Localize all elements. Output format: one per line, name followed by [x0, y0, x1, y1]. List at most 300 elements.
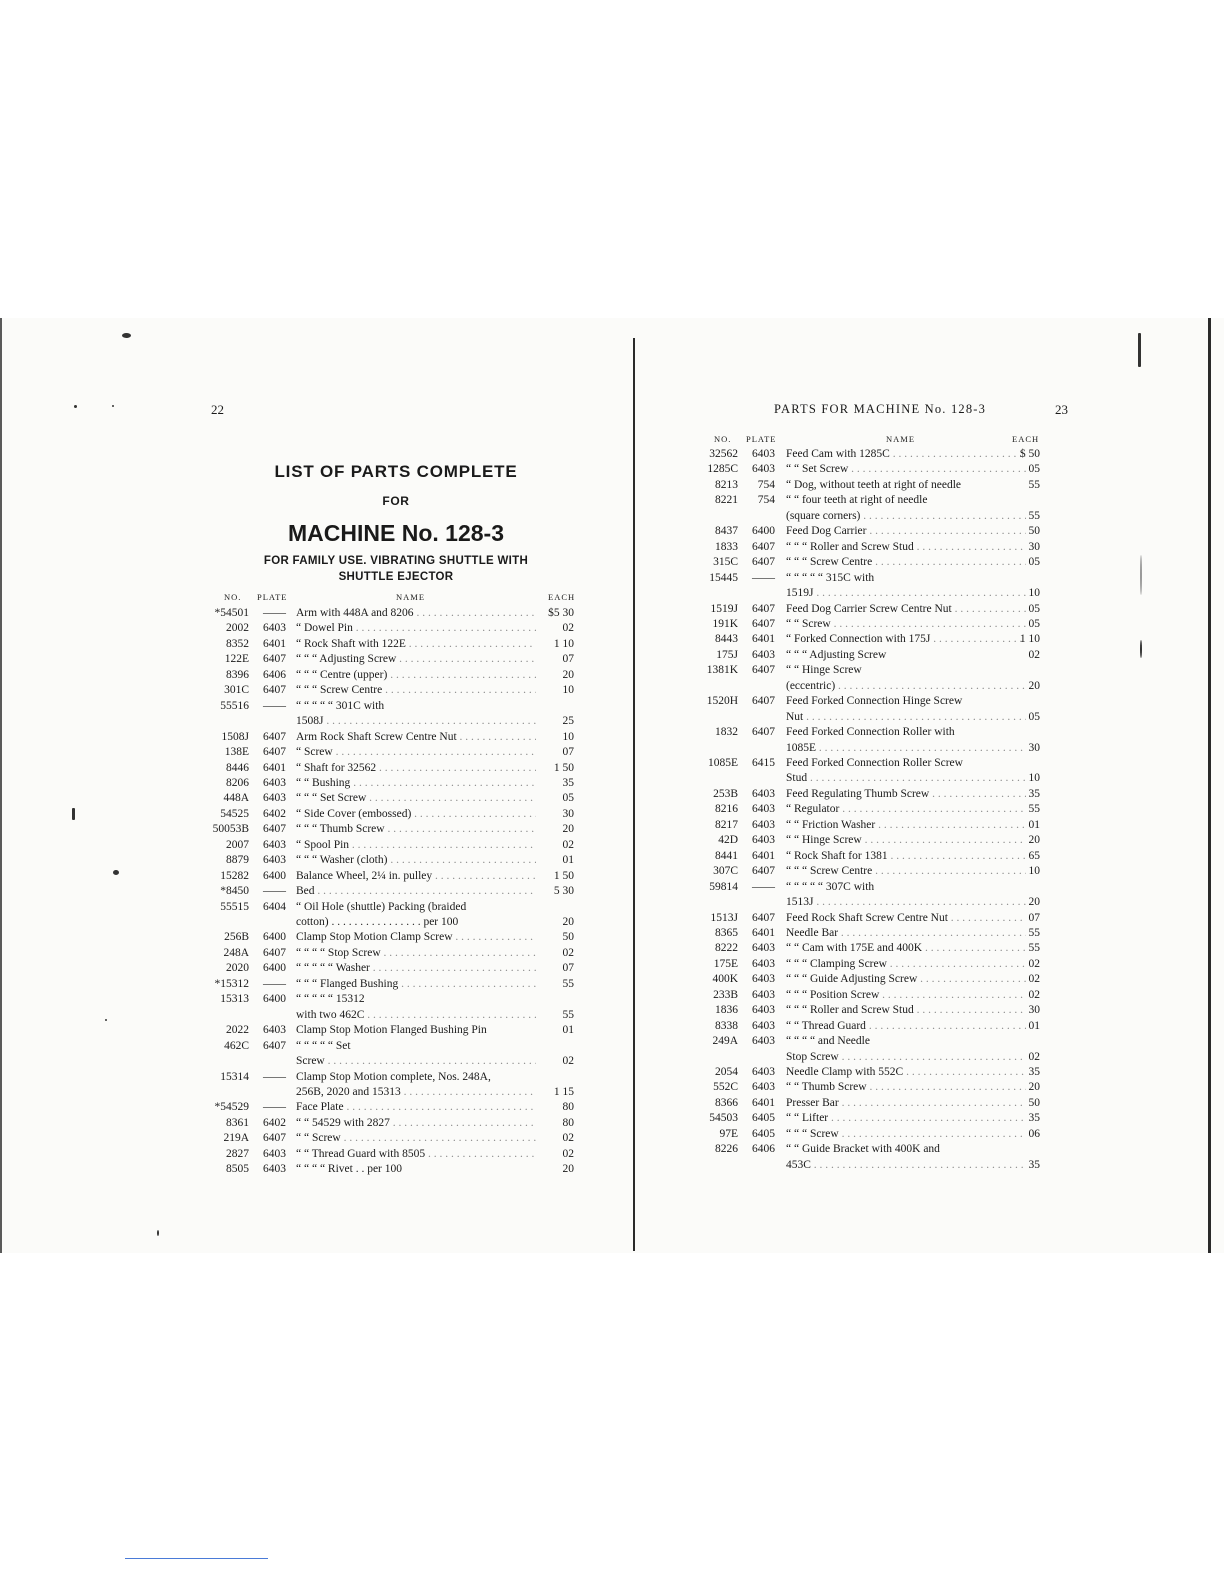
plate-number: 754	[757, 494, 775, 507]
parts-row	[700, 864, 1045, 879]
part-name: Screw . . .	[296, 1054, 536, 1069]
part-number: 175J	[716, 648, 738, 661]
part-number: 248A	[223, 946, 249, 959]
plate-number: 6407	[752, 911, 775, 924]
part-number: 8217	[715, 818, 738, 831]
plate-number: 6400	[263, 962, 286, 975]
part-price: 55	[1028, 926, 1040, 939]
parts-row	[200, 946, 580, 961]
part-price: $ 50	[1019, 448, 1040, 460]
part-number: 448A	[223, 792, 249, 805]
part-number: 55515	[220, 900, 249, 913]
part-name: “ “ Cam with 175E and 400K . . .	[786, 941, 1026, 956]
parts-row	[200, 1085, 580, 1100]
part-number: *54501	[214, 607, 249, 619]
parts-row	[200, 822, 580, 837]
parts-row	[200, 869, 580, 884]
part-number: 15314	[220, 1070, 249, 1083]
part-price: 05	[1028, 556, 1040, 569]
plate-number: 6407	[263, 684, 286, 697]
parts-row	[700, 694, 1045, 709]
left-page-edge	[0, 318, 2, 1253]
plate-number: 6406	[263, 668, 286, 681]
part-name: “ “ “ Screw Centre . . .	[786, 864, 1026, 879]
part-price: 10	[1028, 865, 1040, 878]
part-price: 10	[562, 730, 574, 743]
left-page-number: 22	[211, 402, 224, 417]
left-column-headers	[200, 592, 580, 604]
plate-number: 6401	[752, 633, 775, 646]
part-price: 30	[1028, 540, 1040, 553]
part-name: 453C . . .	[786, 1158, 1026, 1173]
part-number: 8365	[715, 926, 738, 939]
part-name: (square corners) . . .	[786, 509, 1026, 524]
part-price: 20	[562, 916, 574, 928]
part-number: *15312	[214, 977, 249, 990]
parts-row	[200, 1116, 580, 1131]
running-head: PARTS FOR MACHINE No. 128-3	[774, 402, 987, 416]
parts-row	[200, 683, 580, 698]
part-number: 1836	[715, 1004, 738, 1017]
part-price: 80	[562, 1101, 574, 1114]
part-name: 1508J . . .	[296, 714, 536, 729]
parts-row	[200, 930, 580, 945]
part-name: “ “ Screw . . .	[786, 617, 1026, 632]
part-number: 1833	[715, 540, 738, 553]
parts-row	[700, 1050, 1045, 1065]
part-name: “ “ four teeth at right of needle	[786, 494, 928, 507]
part-name: “ “ Set Screw . . .	[786, 462, 1026, 477]
part-number: 1285C	[707, 463, 738, 476]
plate-number: 6402	[263, 1116, 286, 1129]
parts-row	[700, 524, 1045, 539]
plate-number: ——	[263, 699, 286, 712]
part-price: 01	[562, 854, 574, 867]
parts-row	[700, 478, 1045, 493]
part-number: 8505	[226, 1163, 249, 1176]
plate-number: 6403	[752, 1066, 775, 1078]
part-name: “ “ “ Centre (upper) . . .	[296, 668, 536, 683]
part-price: 35	[1028, 1158, 1040, 1171]
part-name: Arm Rock Shaft Screw Centre Nut . . .	[296, 730, 536, 745]
parts-row	[700, 602, 1045, 617]
parts-row	[200, 652, 580, 667]
scan-speck	[1140, 640, 1142, 658]
part-price: 50	[562, 931, 574, 944]
part-number: 8213	[715, 478, 738, 491]
plate-number: 6405	[752, 1112, 775, 1125]
part-price: 05	[1028, 617, 1040, 630]
part-number: 1519J	[710, 602, 738, 615]
part-price: 30	[1028, 1004, 1040, 1017]
parts-row	[700, 617, 1045, 632]
parts-row	[200, 637, 580, 652]
part-name: “ “ Thread Guard . . .	[786, 1019, 1026, 1034]
part-price: 20	[1028, 834, 1040, 847]
parts-row	[700, 849, 1045, 864]
part-number: 1085E	[707, 757, 738, 769]
part-name: “ “ “ “ “ Washer . . .	[296, 961, 536, 976]
part-price: 80	[562, 1116, 574, 1129]
parts-row	[700, 1019, 1045, 1034]
parts-row	[200, 884, 580, 899]
part-name: “ “ Guide Bracket with 400K and	[786, 1143, 940, 1156]
part-price: 05	[1028, 710, 1040, 723]
header-each: EACH	[1012, 434, 1040, 444]
plate-number: 6403	[752, 988, 775, 1001]
parts-row	[200, 1023, 580, 1038]
part-price: 30	[1028, 741, 1040, 754]
parts-row	[200, 699, 580, 714]
part-price: 55	[1028, 803, 1040, 816]
plate-number: 6407	[263, 746, 286, 759]
parts-row	[200, 838, 580, 853]
part-number: 2022	[226, 1024, 249, 1037]
part-name: Face Plate . . .	[296, 1100, 536, 1115]
part-name: Clamp Stop Motion Clamp Screw . . .	[296, 930, 536, 945]
part-name: “ “ “ Clamping Screw . . .	[786, 957, 1026, 972]
scan-speck	[157, 1230, 159, 1236]
part-number: 138E	[224, 746, 249, 759]
part-price: 02	[562, 1055, 574, 1068]
parts-row	[700, 1003, 1045, 1018]
part-price: 07	[562, 746, 574, 759]
parts-row	[700, 756, 1045, 771]
plate-number: 6400	[752, 525, 775, 538]
part-name: “ Oil Hole (shuttle) Packing (braided	[296, 900, 467, 913]
part-number: 301C	[224, 684, 249, 697]
plate-number: 6405	[752, 1127, 775, 1140]
plate-number: ——	[752, 571, 775, 584]
list-title: LIST OF PARTS COMPLETE	[274, 462, 518, 481]
part-name: “ “ Hinge Screw . . .	[786, 833, 1026, 848]
part-name: “ “ “ “ Rivet . . per 100	[296, 1163, 403, 1176]
part-price: 55	[562, 977, 574, 990]
part-number: 8441	[715, 849, 738, 862]
parts-row	[200, 1162, 580, 1177]
part-number: 59814	[709, 880, 738, 893]
part-number: 8443	[715, 633, 738, 646]
parts-row	[700, 787, 1045, 802]
parts-row	[700, 725, 1045, 740]
plate-number: 6403	[263, 622, 286, 635]
part-price: 01	[1028, 818, 1040, 831]
part-name: Feed Forked Connection Roller with	[786, 726, 955, 739]
part-price: 55	[1028, 942, 1040, 955]
part-name: Feed Rock Shaft Screw Centre Nut . . .	[786, 911, 1026, 926]
part-number: 32562	[709, 448, 738, 460]
part-name: Stud . . .	[786, 771, 1026, 786]
parts-row	[700, 663, 1045, 678]
part-price: 07	[1028, 911, 1040, 924]
part-price: 1 50	[553, 869, 574, 882]
part-price: 02	[562, 1132, 574, 1145]
part-name: 1519J . . .	[786, 586, 1026, 601]
part-number: 8361	[226, 1116, 249, 1129]
plate-number: 6403	[263, 776, 286, 789]
part-number: 8352	[226, 637, 249, 650]
part-name: Feed Forked Connection Roller Screw	[786, 757, 963, 769]
part-name: “ “ “ Flanged Bushing . . .	[296, 977, 536, 992]
part-name: “ “ “ “ “ 315C with	[786, 571, 875, 584]
part-number: 42D	[718, 834, 738, 847]
part-price: 35	[562, 776, 574, 789]
part-price: 55	[1028, 478, 1040, 491]
plate-number: 6400	[263, 869, 286, 882]
parts-row	[200, 1147, 580, 1162]
parts-row	[700, 540, 1045, 555]
part-number: 8222	[715, 942, 738, 955]
plate-number: 6407	[752, 865, 775, 878]
plate-number: 6401	[752, 849, 775, 862]
part-number: 552C	[713, 1081, 738, 1094]
part-price: 01	[1028, 1019, 1040, 1032]
part-name: “ Screw . . .	[296, 745, 536, 760]
part-price: 20	[1028, 896, 1040, 909]
part-name: Feed Regulating Thumb Screw . . .	[786, 787, 1026, 802]
part-number: 54503	[709, 1112, 738, 1125]
part-number: 253B	[713, 787, 738, 800]
part-price: 20	[562, 1163, 574, 1176]
scan-speck	[72, 808, 75, 820]
part-price: 50	[1028, 1096, 1040, 1109]
part-number: 2020	[226, 962, 249, 975]
parts-row	[200, 776, 580, 791]
plate-number: 6415	[752, 757, 775, 769]
plate-number: 6402	[263, 807, 286, 820]
header-no: NO.	[224, 592, 242, 602]
part-number: 307C	[713, 865, 738, 878]
part-price: 35	[1028, 1112, 1040, 1125]
part-name: “ “ “ Roller and Screw Stud . . .	[786, 1003, 1026, 1018]
part-price: 65	[1028, 849, 1040, 862]
part-name: Arm with 448A and 8206 . . .	[296, 606, 536, 621]
parts-row	[700, 462, 1045, 477]
plate-number: 6403	[752, 942, 775, 955]
part-price: 02	[562, 1147, 574, 1160]
part-price: 35	[1028, 787, 1040, 800]
plate-number: 6403	[752, 1019, 775, 1032]
right-column-headers	[700, 434, 1045, 446]
part-price: 07	[562, 653, 574, 666]
part-price: 1 10	[553, 637, 574, 650]
header-plate: PLATE	[746, 434, 777, 444]
part-price: $5 30	[548, 607, 574, 619]
part-number: 1520H	[706, 695, 738, 708]
part-name: “ “ “ Screw Centre . . .	[786, 555, 1026, 570]
plate-number: 6401	[752, 1096, 775, 1109]
part-name: “ “ “ “ and Needle	[786, 1035, 870, 1048]
parts-row	[700, 1065, 1045, 1080]
scan-speck	[105, 1019, 107, 1021]
plate-number: 6403	[752, 818, 775, 831]
plate-number: ——	[263, 885, 286, 898]
part-number: 8338	[715, 1019, 738, 1032]
parts-row	[700, 679, 1045, 694]
part-number: 8206	[226, 776, 249, 789]
plate-number: 754	[757, 478, 775, 491]
part-name: Balance Wheel, 2¼ in. pulley . . .	[296, 869, 536, 884]
header-plate: PLATE	[257, 592, 288, 602]
plate-number: 6407	[752, 695, 775, 708]
part-name: Feed Cam with 1285C . . .	[786, 447, 1026, 462]
part-number: 175E	[713, 957, 738, 970]
part-price: 02	[1028, 1050, 1040, 1063]
part-number: 8226	[715, 1143, 738, 1156]
parts-row	[700, 648, 1045, 663]
part-price: 35	[1028, 1066, 1040, 1078]
part-price: 05	[1028, 602, 1040, 615]
plate-number: 6407	[752, 602, 775, 615]
part-name: “ Dowel Pin . . .	[296, 621, 536, 636]
part-price: 1 10	[1019, 633, 1040, 646]
plate-number: 6407	[263, 946, 286, 959]
part-number: 8437	[715, 525, 738, 538]
part-number: 1832	[715, 726, 738, 739]
scan-speck	[113, 870, 119, 875]
part-price: 55	[562, 1008, 574, 1021]
parts-row	[200, 1039, 580, 1054]
part-name: “ Spool Pin . . .	[296, 838, 536, 853]
parts-row	[700, 509, 1045, 524]
part-price: 20	[562, 668, 574, 681]
part-price: 30	[562, 807, 574, 820]
plate-number: 6403	[263, 792, 286, 805]
plate-number: 6407	[752, 726, 775, 739]
header-no: NO.	[714, 434, 732, 444]
plate-number: 6403	[752, 1035, 775, 1048]
part-number: 249A	[712, 1035, 738, 1048]
part-name: Presser Bar . . .	[786, 1096, 1026, 1111]
header-each: EACH	[548, 592, 576, 602]
part-number: 1513J	[710, 911, 738, 924]
bottom-rule	[125, 1558, 268, 1559]
plate-number: 6401	[263, 637, 286, 650]
plate-number: 6407	[263, 1132, 286, 1145]
parts-row	[200, 807, 580, 822]
part-number: 8221	[715, 494, 738, 507]
part-number: 233B	[713, 988, 738, 1001]
part-name: “ Forked Connection with 175J . . .	[786, 632, 1026, 647]
parts-row	[200, 730, 580, 745]
parts-row	[200, 961, 580, 976]
part-number: 2007	[226, 838, 249, 851]
part-number: 55516	[220, 699, 249, 712]
part-name: “ “ Lifter . . .	[786, 1111, 1026, 1126]
parts-row	[200, 714, 580, 729]
part-price: 06	[1028, 1127, 1040, 1140]
part-number: 1508J	[221, 730, 249, 743]
plate-number: 6407	[752, 540, 775, 553]
part-name: “ “ “ Adjusting Screw	[786, 648, 887, 661]
part-name: with two 462C . . .	[296, 1008, 536, 1023]
part-price: 02	[562, 946, 574, 959]
part-name: Bed . . .	[296, 884, 536, 899]
scan-speck	[1140, 555, 1142, 595]
part-number: 1381K	[706, 664, 738, 677]
parts-row	[200, 977, 580, 992]
part-number: 2002	[226, 622, 249, 635]
part-number: 8366	[715, 1096, 738, 1109]
plate-number: 6407	[263, 823, 286, 836]
parts-row	[200, 761, 580, 776]
part-number: 462C	[224, 1039, 249, 1052]
parts-row	[700, 802, 1045, 817]
part-name: 256B, 2020 and 15313 . . .	[296, 1085, 536, 1100]
part-name: “ “ “ Set Screw . . .	[296, 791, 536, 806]
part-number: 400K	[712, 973, 738, 986]
parts-row	[700, 926, 1045, 941]
part-price: 02	[562, 838, 574, 851]
plate-number: 6401	[752, 926, 775, 939]
part-name: “ “ “ Washer (cloth) . . .	[296, 853, 536, 868]
parts-row	[700, 941, 1045, 956]
plate-number: 6403	[752, 1004, 775, 1017]
part-name: “ “ “ Screw Centre . . .	[296, 683, 536, 698]
plate-number: 6403	[752, 957, 775, 970]
parts-row	[700, 741, 1045, 756]
scan-speck	[74, 405, 77, 408]
plate-number: ——	[263, 977, 286, 990]
part-price: 02	[1028, 648, 1040, 661]
part-number: 2827	[226, 1147, 249, 1160]
parts-row	[700, 586, 1045, 601]
parts-row	[200, 992, 580, 1007]
part-name: Stop Screw . . .	[786, 1050, 1026, 1065]
parts-row	[700, 447, 1045, 462]
part-name: “ “ “ Roller and Screw Stud . . .	[786, 540, 1026, 555]
subtitle-line: FOR FAMILY USE. VIBRATING SHUTTLE WITH	[263, 555, 529, 567]
part-name: “ “ “ Thumb Screw . . .	[296, 822, 536, 837]
plate-number: 6403	[263, 1163, 286, 1176]
part-number: 97E	[719, 1127, 738, 1140]
parts-row	[700, 1142, 1045, 1157]
right-page-edge	[1208, 318, 1211, 1253]
parts-row	[700, 493, 1045, 508]
part-name: Feed Dog Carrier . . .	[786, 524, 1026, 539]
parts-row	[700, 833, 1045, 848]
parts-row	[700, 880, 1045, 895]
plate-number: 6403	[752, 448, 775, 460]
parts-row	[200, 606, 580, 621]
parts-row	[700, 771, 1045, 786]
part-name: “ Side Cover (embossed) . . .	[296, 807, 536, 822]
plate-number: 6407	[752, 664, 775, 677]
part-name: “ Regulator . . .	[786, 802, 1026, 817]
part-name: 1085E . . .	[786, 741, 1026, 756]
plate-number: 6403	[752, 1081, 775, 1094]
part-name: “ “ Friction Washer . . .	[786, 818, 1026, 833]
scan-speck	[1138, 333, 1141, 367]
part-name: Needle Bar . . .	[786, 926, 1026, 941]
part-name: “ “ “ “ “ 15312	[296, 993, 365, 1006]
parts-row	[700, 988, 1045, 1003]
part-number: 191K	[712, 617, 738, 630]
parts-row	[700, 1080, 1045, 1095]
parts-row	[700, 911, 1045, 926]
plate-number: 6403	[263, 1147, 286, 1160]
part-name: “ “ “ Screw . . .	[786, 1127, 1026, 1142]
plate-number: 6400	[263, 993, 286, 1006]
part-number: 8879	[226, 854, 249, 867]
part-name: Clamp Stop Motion complete, Nos. 248A,	[296, 1070, 491, 1083]
part-price: 05	[562, 792, 574, 805]
part-price: 20	[1028, 679, 1040, 692]
part-price: 50	[1028, 525, 1040, 538]
parts-row	[700, 571, 1045, 586]
plate-number: 6403	[752, 803, 775, 816]
part-name: “ “ “ Position Screw . . .	[786, 988, 1026, 1003]
